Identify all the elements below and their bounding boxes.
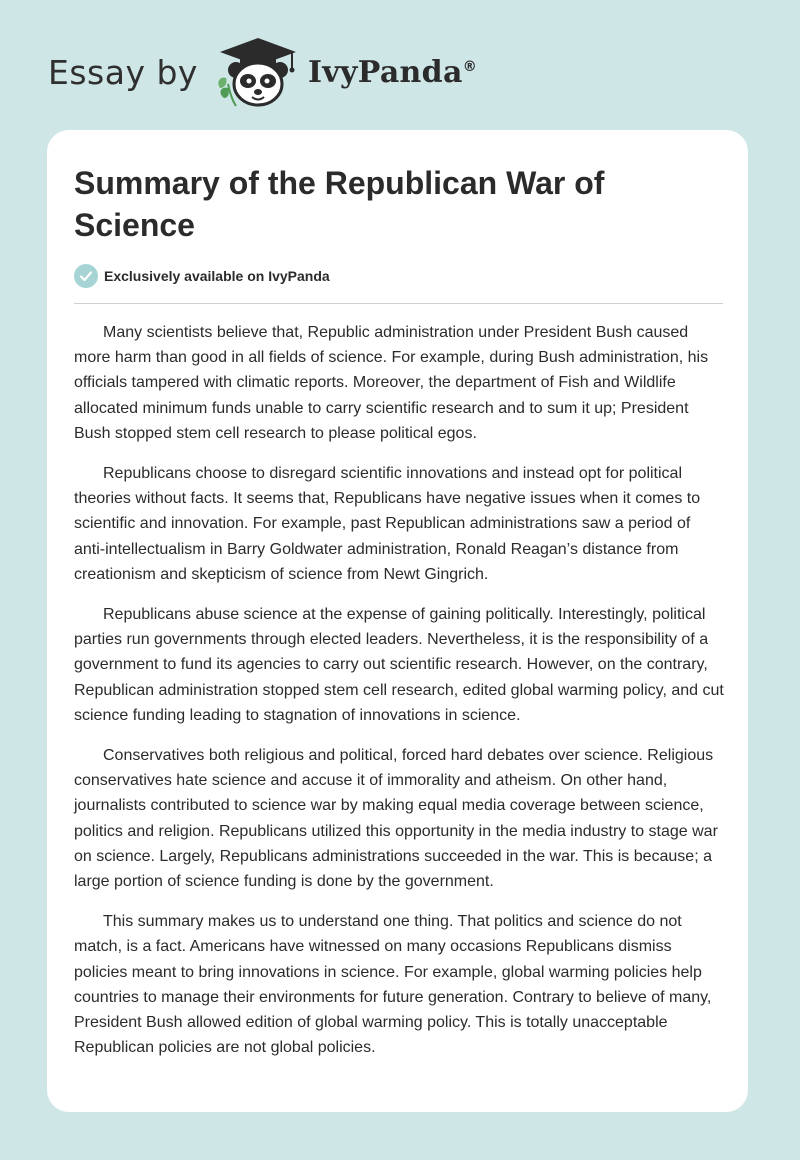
essay-body — [74, 320, 724, 1075]
essay-by-label: Essay by — [48, 52, 198, 92]
exclusive-badge — [74, 264, 330, 288]
paragraph: Republicans choose to disregard scientific innovations and instead opt for political theories without facts. It seems that, Republicans have negative issues when it comes to scientific and innovation. For example, past Republican administrations saw a period of anti-intellectualism in Barry Goldwater administration, Ronald Reagan’s distance from creationism and skepticism of science from Newt Gingrich. — [74, 465, 701, 583]
panda-logo-icon[interactable] — [212, 36, 304, 108]
paragraph: This summary makes us to understand one thing. That politics and science do not match, is a fact. Americans have witnessed on many occasions Republicans dismiss policies meant to bring innovations in science. For example, global warming policies help countries to manage their environments for future generation. Contrary to believe of many, President Bush allowed edition of global warming policy. This is totally unacceptable Republican policies are not global policies. — [74, 913, 712, 1057]
site-header — [48, 36, 477, 108]
divider — [74, 303, 723, 304]
paragraph: Many scientists believe that, Republic administration under President Bush caused more harm than good in all fields of science. For example, during Bush administration, his officials tampered with climatic reports. Moreover, the department of Fish and Wildlife allocated minimum funds unable to carry scientific research and to sum it up; President Bush stopped stem cell research to please political egos. — [74, 324, 709, 442]
check-icon — [74, 264, 98, 288]
paragraph: Conservatives both religious and political, forced hard debates over science. Religious conservatives hate science and accuse it of immorality and atheism. On other hand, journalists contributed to science war by making equal media coverage between science, politics and religion. Republicans utilized this opportunity in the media industry to stage war on science. Largely, Republicans administrations succeeded in the war. This is because; a large portion of science funding is done by the government. — [74, 747, 718, 891]
exclusive-badge-label: Exclusively available on IvyPanda — [104, 268, 330, 284]
registered-mark: ® — [462, 58, 477, 75]
page-title: Summary of the Republican War of Science — [74, 165, 605, 243]
paragraph: Republicans abuse science at the expense of gaining politically. Interestingly, political parties run governments through elected leaders. Nevertheless, it is the responsibility of a government to fund its agencies to carry out scientific research. However, on the contrary, Republican administration stopped stem cell research, edited global warming policy, and cut science funding leading to stagnation of innovations in science. — [74, 606, 724, 724]
essay-card — [47, 130, 748, 1112]
brand-name[interactable]: IvyPanda® — [307, 54, 477, 90]
